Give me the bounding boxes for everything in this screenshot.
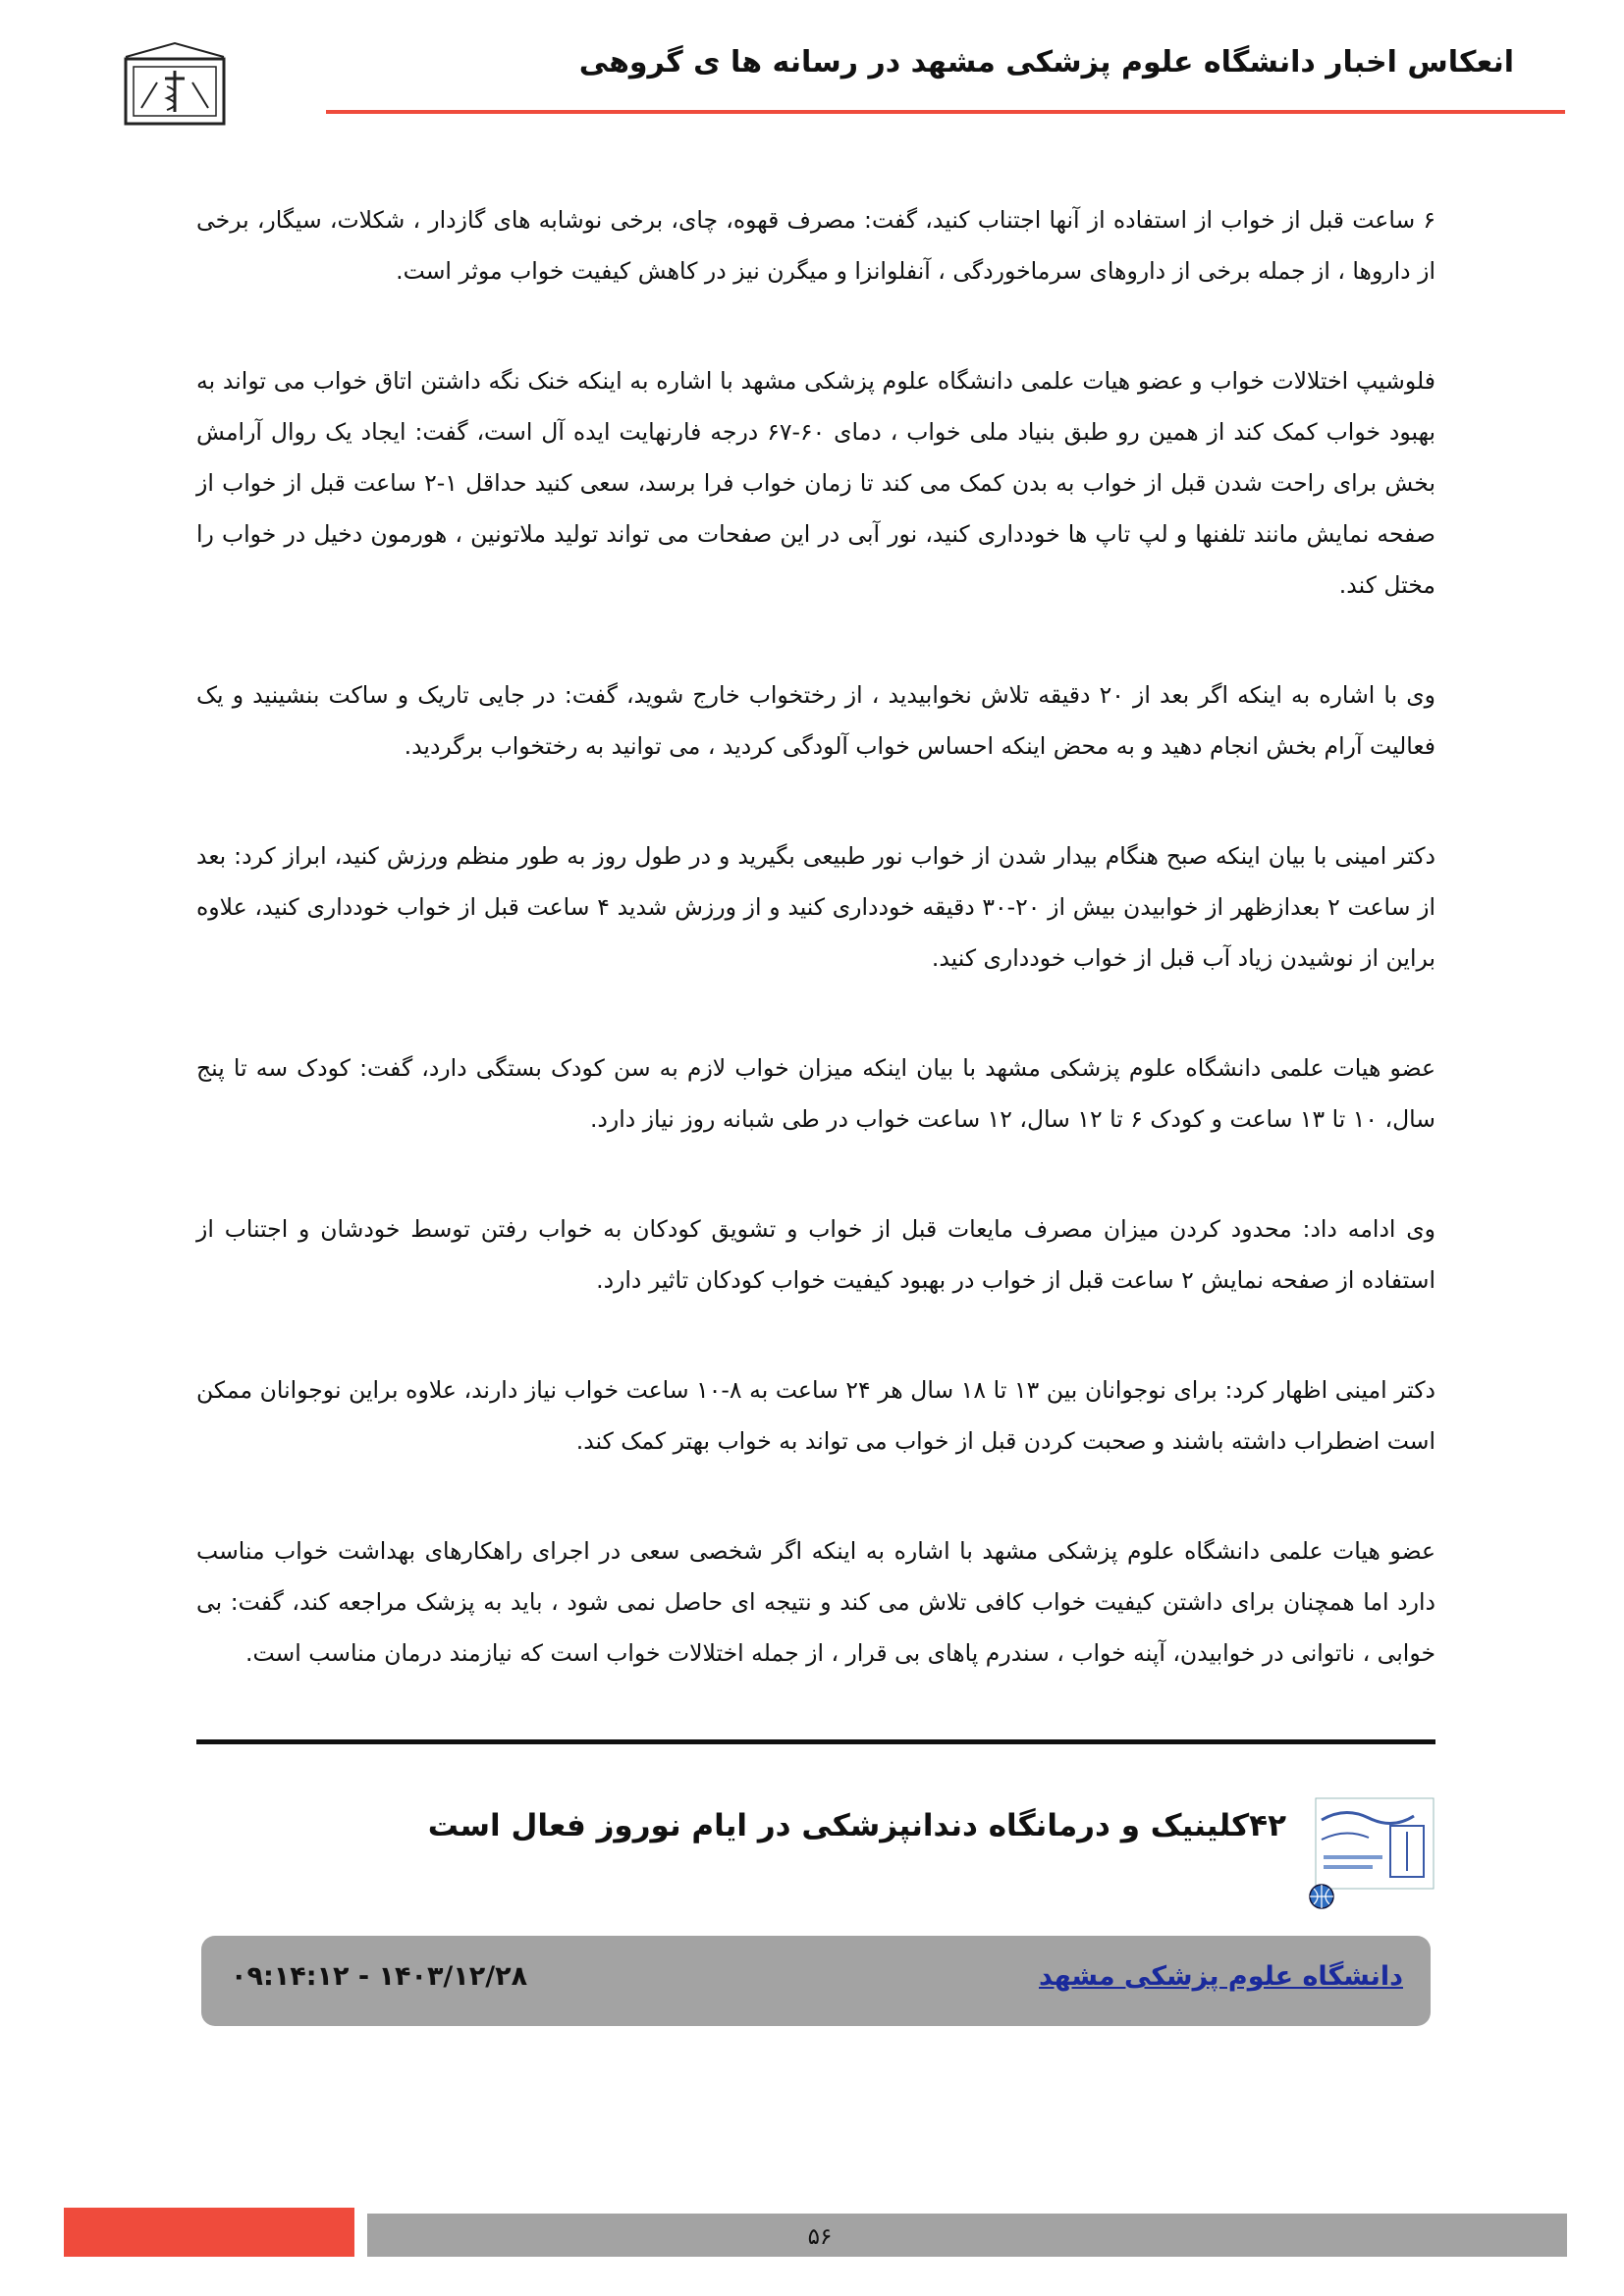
header-divider	[326, 110, 1565, 114]
paragraph: وی ادامه داد: محدود کردن میزان مصرف مایعات قبل از خواب و تشویق کودکان به خواب رفتن توسط خودشان و اجتناب از استفاده از صفحه نمایش ۲ ساعت قبل از خواب در بهبود کیفیت خواب کودکان تاثیر دارد.	[196, 1215, 1435, 1294]
news-source-box	[201, 1936, 1431, 2026]
paragraph: وی با اشاره به اینکه اگر بعد از ۲۰ دقیقه تلاش نخوابیدید ، از رختخواب خارج شوید، گفت: در جایی تاریک و ساکت بنشینید و یک فعالیت آرام بخش انجام دهید و به محض اینکه احساس خواب آلودگی کردید ، می توانید به رختخواب برگردید.	[196, 681, 1435, 760]
university-logo	[106, 39, 244, 165]
paragraph: عضو هیات علمی دانشگاه علوم پزشکی مشهد با اشاره به اینکه اگر شخصی سعی در اجرای راهکارهای بهداشت خواب مناسب دارد اما همچنان برای داشتن کیفیت خواب کافی تلاش می کند و نتیجه ای حاصل نمی شود ، باید به پزشک مراجعه کند، گفت: بی خوابی ، ناتوانی در خوابیدن، آپنه خواب ، سندرم پاهای بی قرار ، از جمله اختلالات خواب است که نیازمند درمان مناسب است.	[196, 1537, 1435, 1667]
news-source-logo	[1306, 1796, 1437, 1912]
news-item-title[interactable]: ۴۲کلینیک و درمانگاه دندانپزشکی در ایام نوروز فعال است	[427, 1808, 1286, 1843]
footer-bar	[367, 2214, 1567, 2257]
page-header-title: انعکاس اخبار دانشگاه علوم پزشکی مشهد در رسانه ها ی گروهی	[578, 45, 1514, 80]
article-body	[196, 194, 1435, 1737]
footer-accent-bar	[64, 2208, 354, 2257]
section-divider	[196, 1739, 1435, 1744]
page-number: ۵۶	[807, 2224, 833, 2250]
paragraph: عضو هیات علمی دانشگاه علوم پزشکی مشهد با بیان اینکه میزان خواب لازم به سن کودک بستگی دارد، گفت: کودک سه تا پنج سال، ۱۰ تا ۱۳ ساعت و کودک ۶ تا ۱۲ سال، ۱۲ ساعت خواب در طی شبانه روز نیاز دارد.	[196, 1054, 1435, 1133]
paragraph: فلوشیپ اختلالات خواب و عضو هیات علمی دانشگاه علوم پزشکی مشهد با اشاره به اینکه خنک نگه داشتن اتاق خواب می تواند به بهبود خواب کمک کند از همین رو طبق بنیاد ملی خواب ، دمای ۶۰-۶۷ درجه فارنهایت ایده آل است، گفت: ایجاد یک روال آرامش بخش برای راحت شدن قبل از خواب به بدن کمک می کند تا زمان خواب فرا برسد، سعی کنید حداقل ۱-۲ ساعت قبل از خواب از صفحه نمایش مانند تلفنها و لپ تاپ ها خودداری کنید، نور آبی در این صفحات می تواند تولید ملاتونین ، هورمون دخیل در خواب را مختل کند.	[196, 367, 1435, 599]
paragraph: دکتر امینی با بیان اینکه صبح هنگام بیدار شدن از خواب نور طبیعی بگیرید و در طول روز به طور منظم ورزش کنید، ابراز کرد: بعد از ساعت ۲ بعدازظهر از خوابیدن بیش از ۲۰-۳۰ دقیقه خودداری کنید و از ورزش شدید ۴ ساعت قبل از خواب خودداری کنید، علاوه براین از نوشیدن زیاد آب قبل از خواب خودداری کنید.	[196, 842, 1436, 972]
news-source-link[interactable]: دانشگاه علوم پزشکی مشهد	[1039, 1961, 1403, 1992]
news-datetime: ۱۴۰۳/۱۲/۲۸ - ۰۹:۱۴:۱۲	[231, 1961, 528, 1992]
paragraph: دکتر امینی اظهار کرد: برای نوجوانان بین ۱۳ تا ۱۸ سال هر ۲۴ ساعت به ۸-۱۰ ساعت خواب نیاز دارند، علاوه براین نوجوانان ممکن است اضطراب داشته باشند و صحبت کردن قبل از خواب می تواند به خواب بهتر کمک کند.	[196, 1376, 1435, 1455]
paragraph: ۶ ساعت قبل از خواب از استفاده از آنها اجتناب کنید، گفت: مصرف قهوه، چای، برخی نوشابه های گازدار ، شکلات، سیگار، برخی از داروها ، از جمله برخی از داروهای سرماخوردگی ، آنفلوانزا و میگرن نیز در کاهش کیفیت خواب موثر است.	[196, 206, 1435, 285]
